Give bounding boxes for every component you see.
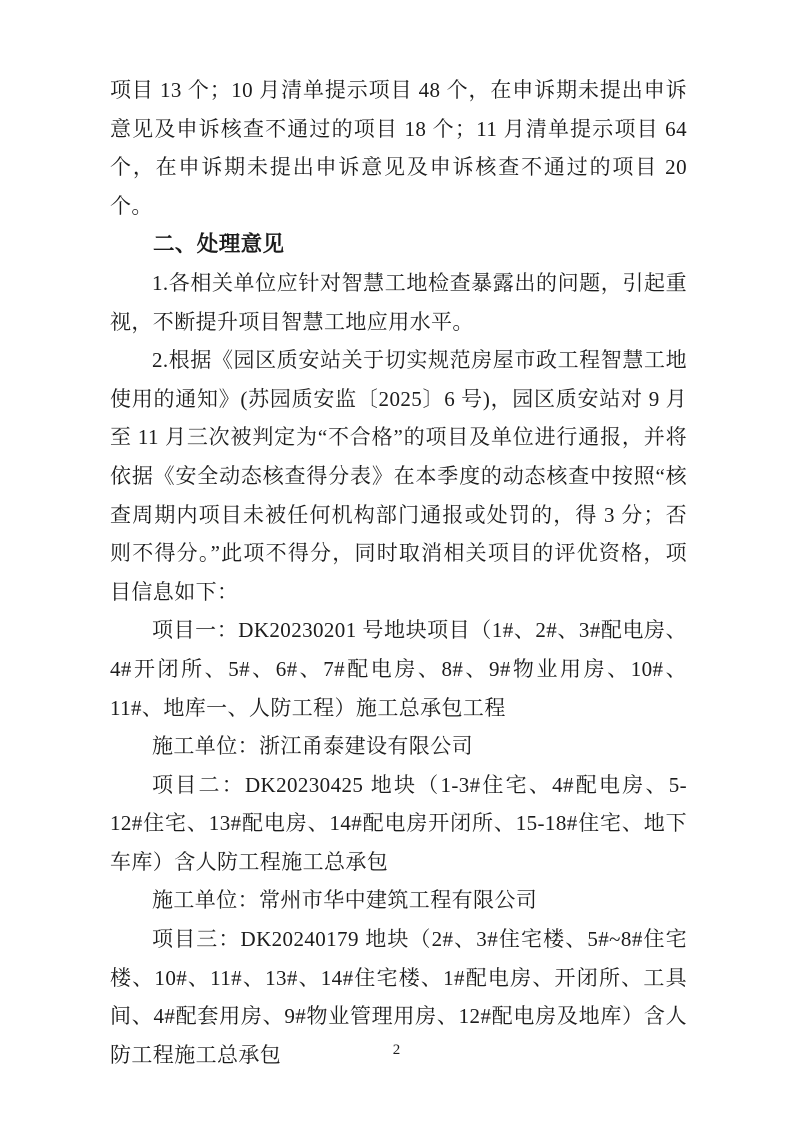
paragraph-project-one: 项目一：DK20230201 号地块项目（1#、2#、3#配电房、4#开闭所、5#、6#、7#配电房、8#、9#物业用房、10#、11#、地库一、人防工程）施工总承包工程 (110, 618, 687, 720)
paragraph-list-continuation: 项目 13 个；10 月清单提示项目 48 个，在申诉期未提出申诉意见及申诉核查不通过的项目 18 个；11 月清单提示项目 64 个，在申诉期未提出申诉意见及申诉核查不通过的项目 20 个。 (110, 78, 687, 218)
paragraph-project-three: 项目三：DK20240179 地块（2#、3#住宅楼、5#~8#住宅楼、10#、11#、13#、14#住宅楼、1#配电房、开闭所、工具间、4#配套用房、9#物业管理用房、12#配电房及地库）含人防工程施工总承包 (110, 927, 687, 1067)
section-heading-handling-opinions: 二、处理意见 (153, 232, 285, 257)
document-text-block (110, 71, 687, 1074)
paragraph-item-2: 2.根据《园区质安站关于切实规范房屋市政工程智慧工地使用的通知》(苏园质安监〔2025〕6 号)，园区质安站对 9 月至 11 月三次被判定为“不合格”的项目及单位进行通报，并将依据《安全动态核查得分表》在本季度的动态核查中按照“核查周期内项目未被任何机构部门通报或处罚的，得 3 分；否则不得分。”此项不得分，同时取消相关项目的评优资格，项目信息如下： (110, 348, 687, 604)
paragraph-project-one-contractor: 施工单位：浙江甬泰建设有限公司 (152, 734, 473, 759)
paragraph-project-two: 项目二：DK20230425 地块（1-3#住宅、4#配电房、5-12#住宅、13#配电房、14#配电房开闭所、15-18#住宅、地下车库）含人防工程施工总承包 (110, 772, 687, 874)
paragraph-project-two-contractor: 施工单位：常州市华中建筑工程有限公司 (152, 888, 538, 913)
paragraph-item-1: 1.各相关单位应针对智慧工地检查暴露出的问题，引起重视，不断提升项目智慧工地应用水平。 (110, 270, 687, 334)
page-number: 2 (392, 1042, 401, 1058)
